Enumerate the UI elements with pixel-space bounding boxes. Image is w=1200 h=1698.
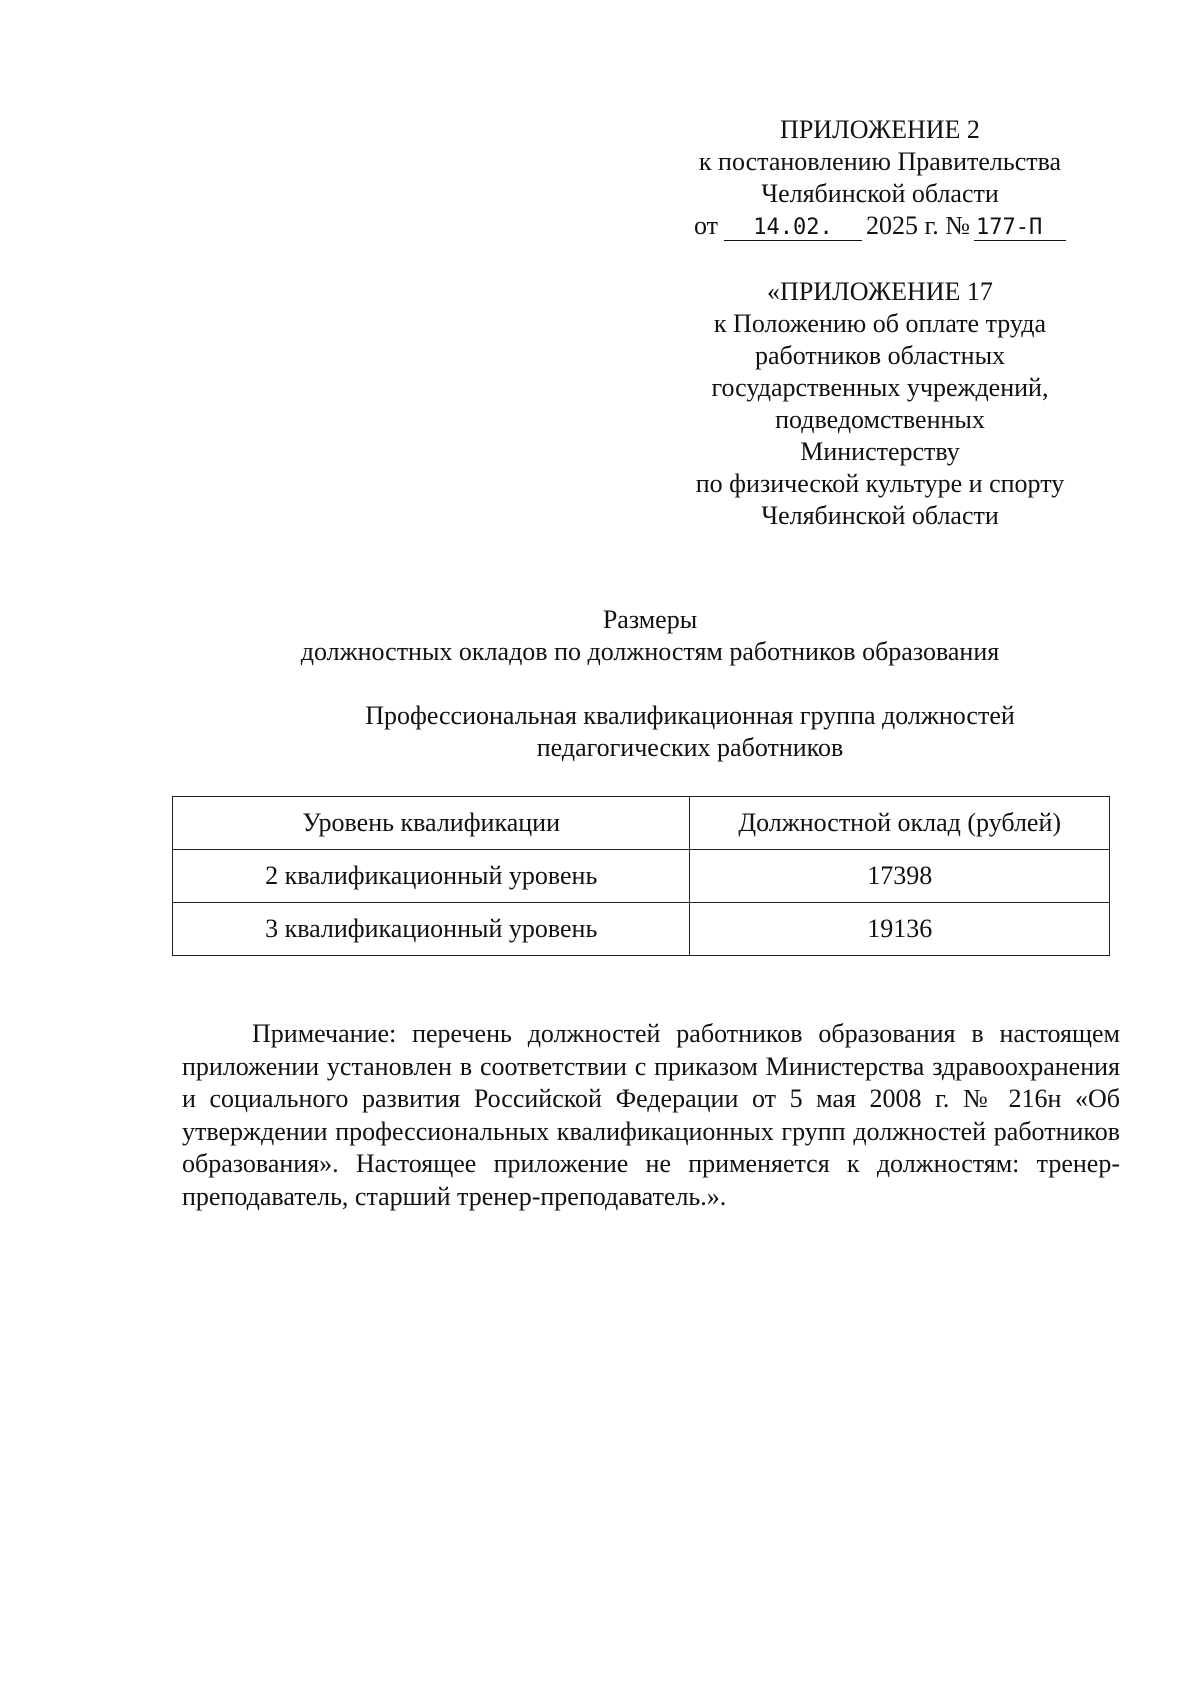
regulation-appendix-line: «ПРИЛОЖЕНИЕ 17: [767, 277, 993, 306]
resolution-date-line: [660, 210, 1100, 242]
group-line-1: Профессиональная квалификационная группа должностей: [365, 701, 1015, 730]
qualification-group-heading: [220, 700, 1160, 764]
salary-cell: 19136: [690, 903, 1110, 956]
salary-cell: 17398: [690, 850, 1110, 903]
regulation-appendix-line: к Положению об оплате труда: [713, 309, 1047, 338]
table-row: [173, 850, 1110, 903]
title-line-1: Размеры: [602, 605, 698, 634]
appendix-subtitle-line-1: к постановлению Правительства: [698, 147, 1062, 176]
regulation-appendix-line: работников областных: [754, 341, 1006, 370]
salary-table: [172, 796, 1110, 956]
column-header-qualification-level: Уровень квалификации: [173, 797, 690, 850]
note-paragraph: Примечание: перечень должностей работников образования в настоящем приложении установлен в соответствии с приказом Министерства здравоохранения и социального развития Российской Федерации от 5 мая 2008 г. № 216н «Об утверждении профессиональных квалификационных групп должностей работников образования». Настоящее приложение не применяется к должностям: тренер-преподаватель, старший тренер-преподаватель.».: [182, 1019, 1120, 1211]
regulation-appendix-line: подведомственных: [775, 405, 985, 434]
date-year: 2025 г. №: [865, 211, 971, 240]
group-line-2: педагогических работников: [536, 733, 844, 762]
table-header-row: [173, 797, 1110, 850]
regulation-appendix-line: Челябинской области: [761, 501, 999, 530]
table-row: [173, 903, 1110, 956]
qualification-level-cell: 2 квалификационный уровень: [173, 850, 690, 903]
appendix-subtitle-line-2: Челябинской области: [761, 179, 999, 208]
title-line-2: должностных окладов по должностям работников образования: [300, 637, 1000, 666]
column-header-salary: Должностной оклад (рублей): [690, 797, 1110, 850]
handwritten-number: 177-П: [974, 216, 1066, 241]
document-title: [160, 604, 1140, 668]
regulation-appendix-header: [650, 276, 1110, 532]
appendix-title: ПРИЛОЖЕНИЕ 2: [780, 115, 980, 144]
date-prefix: от: [693, 211, 718, 240]
handwritten-date: 14.02.: [724, 216, 862, 241]
regulation-appendix-line: по физической культуре и спорту: [695, 469, 1065, 498]
qualification-level-cell: 3 квалификационный уровень: [173, 903, 690, 956]
regulation-appendix-line: государственных учреждений,: [711, 373, 1049, 402]
appendix-header: [660, 114, 1100, 242]
regulation-appendix-line: Министерству: [800, 437, 960, 466]
